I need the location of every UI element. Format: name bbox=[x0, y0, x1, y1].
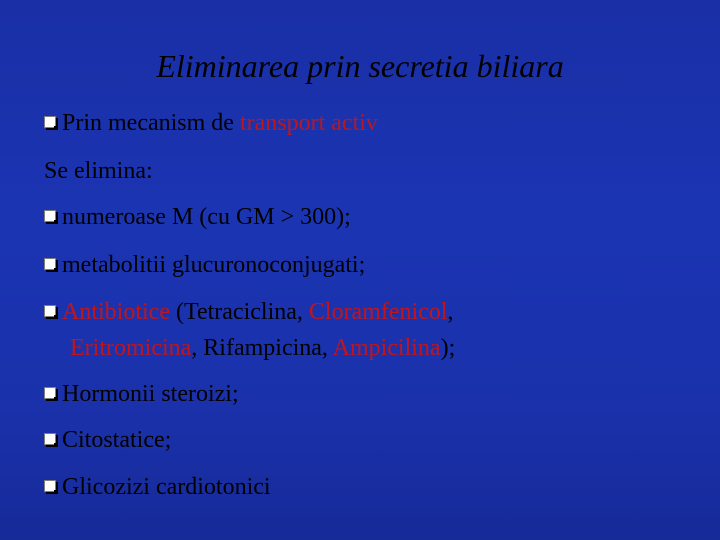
item-text: Se elimina: bbox=[44, 158, 153, 184]
item-text: Prin mecanism de bbox=[62, 110, 240, 136]
item-text: (Tetraciclina, bbox=[169, 299, 309, 325]
square-bullet-icon bbox=[44, 433, 56, 445]
item-text: numeroase M (cu GM > 300); bbox=[62, 204, 351, 230]
item-text-highlight: Ampicilina bbox=[332, 335, 441, 361]
list-item-numeroase bbox=[44, 202, 351, 232]
list-item-antibiotice-continued bbox=[70, 333, 455, 363]
item-text-highlight: Antibiotice bbox=[62, 299, 170, 325]
square-bullet-icon bbox=[44, 480, 56, 492]
slide-title: Eliminarea prin secretia biliara bbox=[156, 48, 564, 84]
square-bullet-icon bbox=[44, 387, 56, 399]
item-text: , bbox=[447, 299, 454, 325]
square-bullet-icon bbox=[44, 116, 56, 128]
item-text: Hormonii steroizi; bbox=[62, 381, 239, 407]
list-item-glicozizi bbox=[44, 472, 271, 502]
list-item-citostatice bbox=[44, 425, 171, 455]
square-bullet-icon bbox=[44, 210, 56, 222]
item-text: , Rifampicina, bbox=[191, 335, 333, 361]
item-text: Glicozizi cardiotonici bbox=[62, 474, 271, 500]
item-text: Citostatice; bbox=[62, 427, 172, 453]
item-text-highlight: transport activ bbox=[239, 110, 378, 136]
item-text: ); bbox=[440, 335, 456, 361]
item-text: metabolitii glucuronoconjugati; bbox=[62, 252, 366, 278]
square-bullet-icon bbox=[44, 305, 56, 317]
list-heading-se-elimina bbox=[44, 156, 153, 186]
list-item-hormonii bbox=[44, 379, 239, 409]
list-item-metabolitii bbox=[44, 250, 365, 280]
list-item-transport bbox=[44, 108, 378, 138]
square-bullet-icon bbox=[44, 258, 56, 270]
item-text-highlight: Cloramfenicol bbox=[308, 299, 448, 325]
item-text-highlight: Eritromicina bbox=[70, 335, 192, 361]
list-item-antibiotice bbox=[44, 297, 454, 327]
